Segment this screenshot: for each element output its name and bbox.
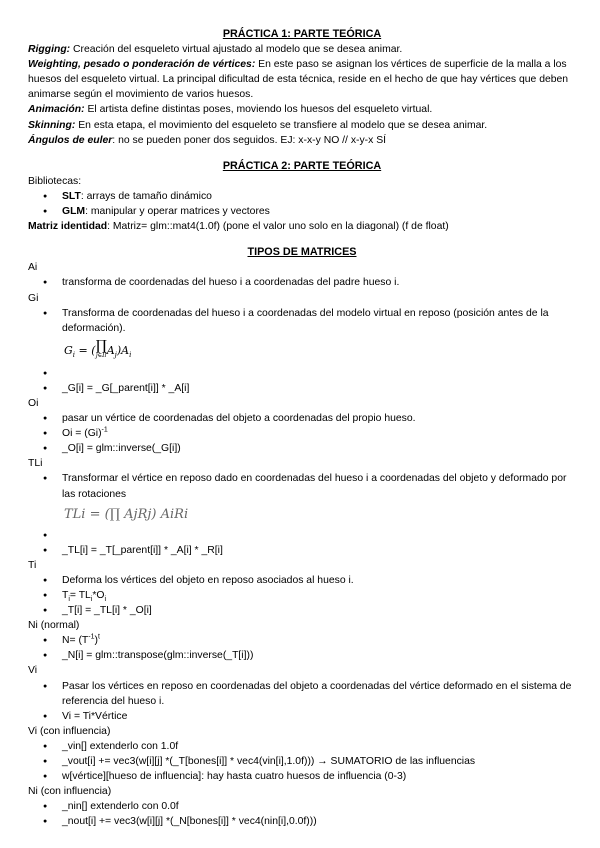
list-item: ● _G[i] = _G[_parent[i]] * _A[i] (62, 381, 576, 396)
slt-term: SLT (62, 190, 81, 202)
weighting-text: En este paso se asignan los vértices de superficie de la malla a los huesos del esqueleto virtual. La principal dificultad de esta técnica, reside en el hecho de que hay vértices que deben animarse según el movimiento de varios huesos. (28, 59, 569, 101)
bibliotecas-label: Bibliotecas: (28, 175, 82, 187)
tipos-title: TIPOS DE MATRICES (247, 246, 357, 259)
ti-2-sub: i (68, 596, 70, 604)
gi-formula-sub-ai: i (129, 350, 132, 359)
list-item: ● transforma de coordenadas del hueso i a coordenadas del padre hueso i. (62, 275, 576, 290)
rigging-term: Rigging: (28, 44, 71, 56)
list-item: ● Pasar los vértices en reposo en coordenadas del objeto a coordenadas del vértice deformado en el sistema de referencia del hueso i. (62, 679, 576, 709)
document-body (28, 27, 576, 830)
vi-list (28, 679, 576, 724)
list-item: ● _TL[i] = _T[_parent[i]] * _A[i] * _R[i] (62, 543, 576, 558)
ti-2-c: *O (92, 590, 105, 601)
ni-1-sup2: t (97, 633, 100, 641)
practica2-title: PRÁCTICA 2: PARTE TEÓRICA (222, 159, 382, 172)
matriz-term: Matriz identidad (28, 221, 108, 233)
gi-list (28, 306, 576, 336)
gi-formula-prod: ∏ (95, 337, 107, 354)
matriz-paragraph (28, 219, 576, 234)
list-item: ● _T[i] = _TL[i] * _O[i] (62, 603, 576, 618)
list-item: ● pasar un vértice de coordenadas del objeto a coordenadas del propio hueso. (62, 411, 576, 426)
euler-term: Ángulos de euler (28, 134, 113, 146)
list-item: ● _nin[] extenderlo con 0.0f (62, 799, 576, 814)
rigging-text: Creación del esqueleto virtual ajustado al modelo que se desea animar. (70, 44, 403, 56)
euler-paragraph (28, 133, 576, 148)
ni-1-sup: -1 (88, 633, 95, 641)
oi-heading: Oi (28, 397, 39, 409)
list-item: ● Deforma los vértices del objeto en reposo asociados al hueso i. (62, 573, 576, 588)
animacion-paragraph (28, 102, 576, 117)
gi-formula-under: j∈Il (95, 351, 107, 359)
ni-heading: Ni (normal) (28, 620, 80, 632)
ni-1-base: N= (T (62, 635, 89, 647)
ti-list (28, 573, 576, 618)
glm-term: GLM (62, 206, 86, 218)
oi-list (28, 411, 576, 456)
gi-formula-lhs: G (64, 343, 73, 357)
list-item (62, 189, 576, 204)
nic-list (28, 799, 576, 829)
list-item (62, 528, 576, 543)
ni-list (28, 633, 576, 663)
list-item: ● _O[i] = glm::inverse(_G[i]) (62, 441, 576, 456)
matriz-text: : Matriz= glm::mat4(1.0f) (pone el valor uno solo en la diagonal) (f de float) (107, 221, 449, 233)
ti-heading: Ti (28, 559, 37, 571)
list-item: ● _vout[i] += vec3(w[i][j] *(_T[bones[i]] * vec4(vin[i],1.0f))) → SUMATORIO de las influencias (62, 754, 576, 769)
rigging-paragraph (28, 42, 576, 57)
gi-formula-ai: A (121, 343, 130, 357)
tli-list-2 (28, 528, 576, 558)
ai-list (28, 275, 576, 290)
ti-2-sub3: i (104, 596, 107, 604)
practica1-title: PRÁCTICA 1: PARTE TEÓRICA (222, 28, 382, 40)
animacion-term: Animación: (28, 104, 85, 116)
skinning-text: En esta etapa, el movimiento del esqueleto se transfiere al modelo que se desea animar. (75, 119, 488, 131)
gi-formula-aj: A (106, 343, 115, 357)
list-item (62, 426, 576, 441)
list-item: ● Transforma de coordenadas del hueso i a coordenadas del modelo virtual en reposo (posición antes de la deformación). (62, 306, 576, 336)
vi-heading: Vi (28, 665, 38, 677)
gi-formula-sub-j: j (114, 350, 117, 359)
vic-list (28, 739, 576, 784)
ti-2-b: = TL (69, 590, 91, 601)
list-item: ● Transformar el vértice en reposo dado en coordenadas del hueso i a coordenadas del objeto y deformado por las rotaciones (62, 471, 576, 501)
vic-heading: Vi (con influencia) (28, 725, 111, 737)
list-item: ● Vi = Ti*Vértice (62, 709, 576, 724)
list-item (62, 588, 576, 603)
list-item: ● _N[i] = glm::transpose(glm::inverse(_T[i])) (62, 648, 576, 663)
nic-heading: Ni (con influencia) (28, 786, 112, 798)
list-item: ● _nout[i] += vec3(w[i][j] *(_N[bones[i]] * vec4(nin[i],0.0f))) (62, 814, 576, 829)
oi-2-base: Oi = (Gi) (62, 428, 102, 440)
ti-2-sub2: i (90, 596, 93, 604)
euler-text: : no se pueden poner dos seguidos. EJ: x-x-y NO // x-y-x SÍ (112, 134, 387, 146)
tli-list (28, 471, 576, 501)
tli-formula-handwritten: TLi = (∏ AjRj) AiRi (64, 507, 189, 523)
ni-1-close: ) (94, 635, 98, 647)
ti-2-a: T (62, 590, 69, 601)
gi-heading: Gi (28, 292, 39, 304)
gi-formula: $G_i$ = ( ∏ j∈Il $A_j)A_i$ (64, 337, 132, 359)
gi-formula-eq: = (75, 343, 92, 357)
gi-formula-sub-i: i (72, 350, 76, 359)
list-item (62, 633, 576, 648)
glm-text: : manipular y operar matrices y vectores (85, 206, 270, 218)
skinning-term: Skinning: (28, 119, 76, 131)
list-item: ● _vin[] extenderlo con 1.0f (62, 739, 576, 754)
bibliotecas-list (28, 189, 576, 219)
gi-list-2 (28, 366, 576, 396)
animacion-text: El artista define distintas poses, moviendo los huesos del esqueleto virtual. (84, 104, 433, 116)
slt-text: : arrays de tamaño dinámico (80, 190, 212, 202)
tli-formula (28, 502, 576, 528)
weighting-paragraph (28, 57, 576, 102)
weighting-term: Weighting, pesado o ponderación de vértices: (28, 59, 256, 71)
list-item (62, 204, 576, 219)
oi-2-sup: -1 (101, 426, 108, 434)
tli-heading: TLi (28, 458, 43, 470)
list-item: ● w[vértice][hueso de influencia]: hay hasta cuatro huesos de influencia (0-3) (62, 769, 576, 784)
skinning-paragraph (28, 118, 576, 133)
ai-heading: Ai (28, 262, 38, 274)
list-item (62, 366, 576, 381)
